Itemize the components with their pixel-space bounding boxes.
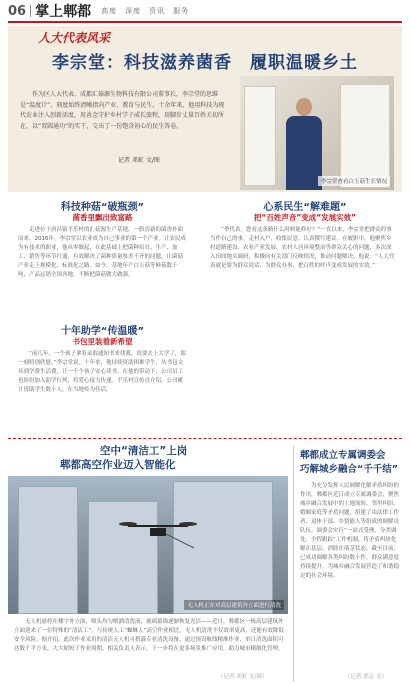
bottom-left-headline-1: 空中“清洁工”上岗 (100, 445, 188, 457)
column-divider (293, 446, 294, 682)
person-head (296, 98, 312, 116)
column-label: 人大代表风采 (38, 31, 111, 45)
right-section-subtitle: 把“百姓声音”变成“发展实效” (253, 213, 357, 222)
left-section-title: 科技种菇“破瓶颈” (60, 202, 145, 213)
page-header (8, 3, 402, 19)
feature-photo (240, 76, 394, 190)
middle-section-title: 十年助学“传温暖” (60, 326, 145, 337)
right-section-text: “李代表，您看这条路什么时候能修好？”一直以来，李宗堂把群众的事当作自己的事，走村入户，收集民意，认真撰写建议。在履职中，他聚焦乡村道路建设、农业产业发展、农村人居环境整治等群众关心的问题，多次深入田间地头调研，积极向有关部门反映情况，推动问题解决。他说：“人大代表就是要为群众说话、为群众办事，把百姓的呼声变成发展的实效。” (210, 227, 395, 269)
drone-photo-caption: 无人机正在对高层建筑外立面进行清洗 (184, 600, 284, 610)
section-title: 掌上郫都 (35, 4, 92, 20)
bottom-right-byline: （记者 郭志 文） (345, 674, 387, 680)
building-1 (18, 486, 78, 614)
bottom-right-headline-1: 郫都成立专属调委会 (300, 450, 386, 461)
feature-intro: 作为区人大代表、成都汇菇源生物科技有限公司董事长，李宗堂的思维是“温度计”，刻度始终清晰指向产业、教育与民生。十余年来，他用科技为现代农业注入创新活度，用善念守护乡村学子成长旅程，用脚步丈量百姓关切所在，以“双圆通功”的实干，交出了一份饱含初心的民生答卷。 (20, 91, 225, 130)
header-divider (30, 5, 31, 17)
drone-icon (118, 516, 198, 550)
bottom-left-headline-2: 郫都高空作业迈入智能化 (60, 459, 176, 471)
bottom-left-byline: （记者 邓虹 文/图） (218, 674, 268, 680)
bottom-right-text: 为充分发挥人民调解化解矛盾纠纷的作用，郫都区近日成立专属调委会，聚焦城乡融合发展中的土地流转、邻里纠纷、婚姻家庭等矛盾问题，组建了由法律工作者、退休干部、乡贤能人等组成的调解员队伍。调委会实行“一站式受理、分类调处、全程跟踪”工作机制，将矛盾纠纷化解在基层、消除在萌芽状态。截至目前，已成功调解各类纠纷数十件，群众满意度持续提升，为城乡融合发展营造了和谐稳定的社会环境。 (300, 483, 400, 579)
shelf-left (244, 86, 276, 186)
left-section-text: 走进位于唐昌镇平乐村的汇菇源生产基地，一股清新的菌香扑面而来。2016年，李宗堂以农业成为自己事业的第一个产业。让农民成为有技术的职业，他从零做起，在此基础上把菌种培育、生产、加工、销售等环节打通，有效解决了菌种质量参差不齐的问题，让菌菇产业走上规模化、标准化之路。如今，基地年产白玉菇等鲜菇数千吨，产品远销全国各地，不断把菌菇做大做强。 (18, 227, 186, 278)
middle-section-text: “前几年，一个孩子拿着录取通知书来找我，说要去上大学了，那一刻特别欣慰。”李宗堂说。十年来，他持续资助困难学生，从书包文具到学费生活费，让一个个孩子安心读书。在他的带动下，公司员工也纷纷加入助学行列，将爱心接力传递。平乐村宣传员介绍，公司累计资助学生数十人，在当地传为佳话。 (18, 351, 186, 393)
middle-section-subtitle: 书包里装着新希望 (72, 337, 133, 346)
right-section-title: 心系民生“解难题” (263, 202, 347, 213)
page-number: 06 (8, 3, 27, 19)
feature-headline: 李宗堂：科技滋养菌香 履职温暖乡土 (52, 53, 358, 73)
feature-byline: 记者 邓虹 文/图 (118, 157, 160, 164)
drone-photo (8, 476, 288, 614)
bottom-right-headline-2: 巧解城乡融合“千千结” (300, 464, 398, 475)
header-tags: 高度 深度 资讯 服务 (101, 7, 190, 15)
shelf-right (340, 84, 390, 188)
header-rule (8, 21, 402, 23)
section-divider (8, 438, 402, 439)
bottom-left-text: 无人机悬停在楼宇外立面，喷头均匀喷洒清洗液，玻璃幕墙逐渐恢复光洁——近日，郫都区一栋高层建筑外立面迎来了一位特殊的“清洁工”。与传统人工“蜘蛛人”高空作业相比，无人机清洗不仅效率更高，还能有效降低安全风险。据介绍，此次作业采用的清洁无人机可搭载专业清洗设备，通过预设航线精准作业，单日清洗面积可达数千平方米，大大缩短了作业周期。相关负责人表示，下一步将在更多场景推广应用，助力城市精细化管理。 (14, 619, 284, 652)
feature-photo-caption: 李宗堂查看白玉菇生长情况 (318, 176, 390, 186)
person-body (286, 116, 322, 190)
left-section-subtitle: 菌香里飘出致富路 (72, 213, 133, 222)
